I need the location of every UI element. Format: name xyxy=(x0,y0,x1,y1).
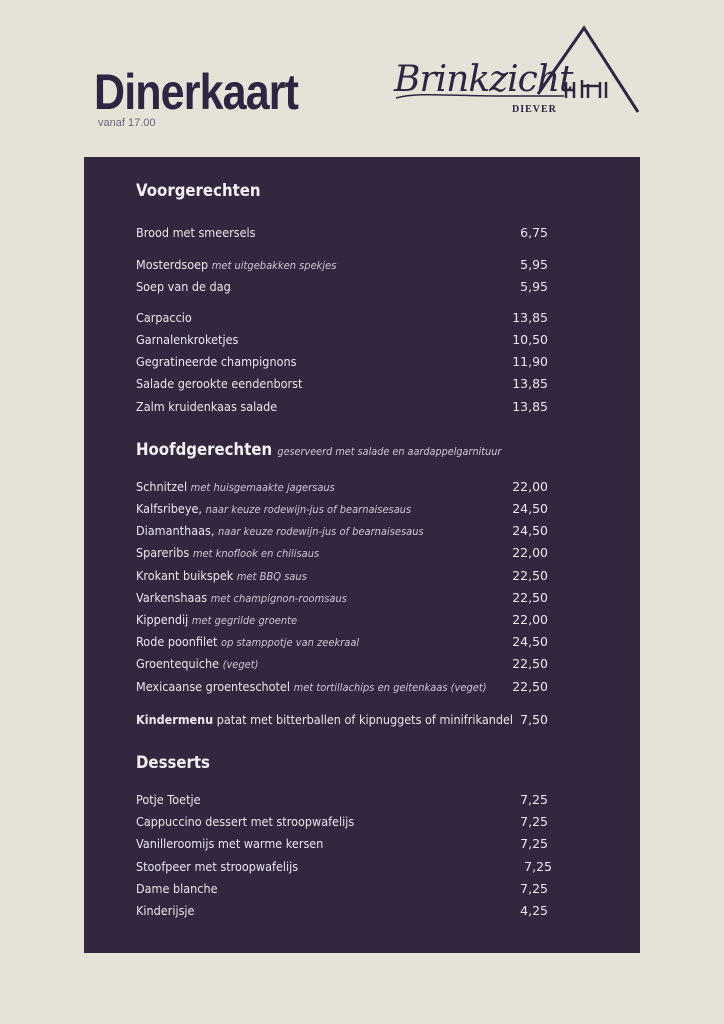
item-name: Rode poonfilet xyxy=(136,634,218,649)
item-note: naar keuze rodewijn-jus of bearnaisesaus xyxy=(205,503,412,516)
menu-item xyxy=(136,224,550,242)
item-name: Brood met smeersels xyxy=(136,225,256,240)
item-price: 5,95 xyxy=(520,279,548,294)
item-price: 11,90 xyxy=(512,354,548,369)
item-name: Schnitzel xyxy=(136,479,188,494)
item-price: 24,50 xyxy=(512,501,548,516)
section-title-voorgerechten: Voorgerechten xyxy=(136,181,261,201)
item-name: Krokant buikspek xyxy=(136,568,234,583)
menu-item xyxy=(136,567,550,585)
item-note: met knoflook en chilisaus xyxy=(192,547,320,560)
item-note: met huisgemaakte jagersaus xyxy=(190,481,335,494)
item-price: 22,00 xyxy=(512,479,548,494)
item-price: 7,50 xyxy=(520,712,548,727)
item-price: 7,25 xyxy=(520,814,548,829)
item-name: Vanilleroomijs met warme kersen xyxy=(136,836,324,851)
logo-place: DIEVER xyxy=(512,104,557,115)
menu-item xyxy=(136,522,550,540)
item-name: Potje Toetje xyxy=(136,792,201,807)
item-note: op stamppotje van zeekraal xyxy=(221,636,360,649)
menu-item xyxy=(136,835,550,853)
item-price: 5,95 xyxy=(520,257,548,272)
item-price: 22,50 xyxy=(512,568,548,583)
item-price: 10,50 xyxy=(512,332,548,347)
item-price: 7,25 xyxy=(520,836,548,851)
item-name: Kinderijsje xyxy=(136,903,195,918)
item-price: 4,25 xyxy=(520,903,548,918)
menu-item xyxy=(136,500,550,518)
menu-item xyxy=(136,353,550,371)
item-name: Spareribs xyxy=(136,545,190,560)
item-price: 7,25 xyxy=(524,859,552,874)
section-title: Hoofdgerechten xyxy=(136,440,273,460)
menu-subtitle: vanaf 17.00 xyxy=(98,117,156,129)
item-name: Kalfsribeye, xyxy=(136,501,202,516)
menu-item xyxy=(136,858,550,876)
item-name: Carpaccio xyxy=(136,310,192,325)
menu-item xyxy=(136,256,550,274)
item-price: 13,85 xyxy=(512,376,548,391)
item-name: Soep van de dag xyxy=(136,279,231,294)
menu-item xyxy=(136,791,550,809)
section-title-desserts: Desserts xyxy=(136,753,210,773)
section-title-hoofdgerechten xyxy=(136,440,501,460)
kindermenu-row xyxy=(136,711,550,729)
item-price: 22,00 xyxy=(512,545,548,560)
menu-item xyxy=(136,375,550,393)
item-name: Zalm kruidenkaas salade xyxy=(136,399,278,414)
item-note: met champignon-roomsaus xyxy=(210,592,347,605)
menu-panel xyxy=(84,157,640,953)
menu-item xyxy=(136,331,550,349)
kindermenu-desc: patat met bitterballen of kipnuggets of minifrikandel xyxy=(216,712,514,727)
item-name: Garnalenkroketjes xyxy=(136,332,239,347)
item-name: Mosterdsoep xyxy=(136,257,209,272)
menu-item xyxy=(136,544,550,562)
brinkzicht-logo xyxy=(388,22,640,122)
menu-item xyxy=(136,478,550,496)
item-name: Diamanthaas, xyxy=(136,523,215,538)
logo-name: Brinkzicht xyxy=(394,59,573,100)
item-price: 22,50 xyxy=(512,679,548,694)
item-note: met BBQ saus xyxy=(236,570,307,583)
item-price: 7,25 xyxy=(520,881,548,896)
menu-item xyxy=(136,398,550,416)
menu-item xyxy=(136,278,550,296)
item-price: 22,00 xyxy=(512,612,548,627)
item-price: 6,75 xyxy=(520,225,548,240)
menu-item xyxy=(136,309,550,327)
item-name: Dame blanche xyxy=(136,881,218,896)
item-name: Groentequiche xyxy=(136,656,219,671)
menu-item xyxy=(136,880,550,898)
item-price: 22,50 xyxy=(512,590,548,605)
kindermenu-title: Kindermenu xyxy=(136,712,214,727)
item-note: (veget) xyxy=(222,658,259,671)
item-price: 13,85 xyxy=(512,310,548,325)
menu-item xyxy=(136,902,550,920)
item-note: naar keuze rodewijn-jus of bearnaisesaus xyxy=(218,525,424,538)
menu-item xyxy=(136,813,550,831)
item-price: 24,50 xyxy=(512,523,548,538)
item-price: 13,85 xyxy=(512,399,548,414)
item-name: Mexicaanse groenteschotel xyxy=(136,679,290,694)
menu-item xyxy=(136,655,550,673)
item-price: 7,25 xyxy=(520,792,548,807)
item-name: Gegratineerde champignons xyxy=(136,354,297,369)
item-name: Cappuccino dessert met stroopwafelijs xyxy=(136,814,355,829)
item-note: met gegrilde groente xyxy=(191,614,298,627)
menu-title: Dinerkaart xyxy=(94,64,299,120)
item-name: Varkenshaas xyxy=(136,590,208,605)
item-note: met tortillachips en geitenkaas (veget) xyxy=(293,681,487,694)
item-name: Stoofpeer met stroopwafelijs xyxy=(136,859,299,874)
item-note: met uitgebakken spekjes xyxy=(211,259,337,272)
item-price: 24,50 xyxy=(512,634,548,649)
menu-item xyxy=(136,611,550,629)
item-price: 22,50 xyxy=(512,656,548,671)
section-note: geserveerd met salade en aardappelgarnituur xyxy=(277,445,502,458)
item-name: Kippendij xyxy=(136,612,189,627)
menu-item xyxy=(136,633,550,651)
menu-item xyxy=(136,589,550,607)
item-name: Salade gerookte eendenborst xyxy=(136,376,303,391)
menu-item xyxy=(136,678,550,696)
